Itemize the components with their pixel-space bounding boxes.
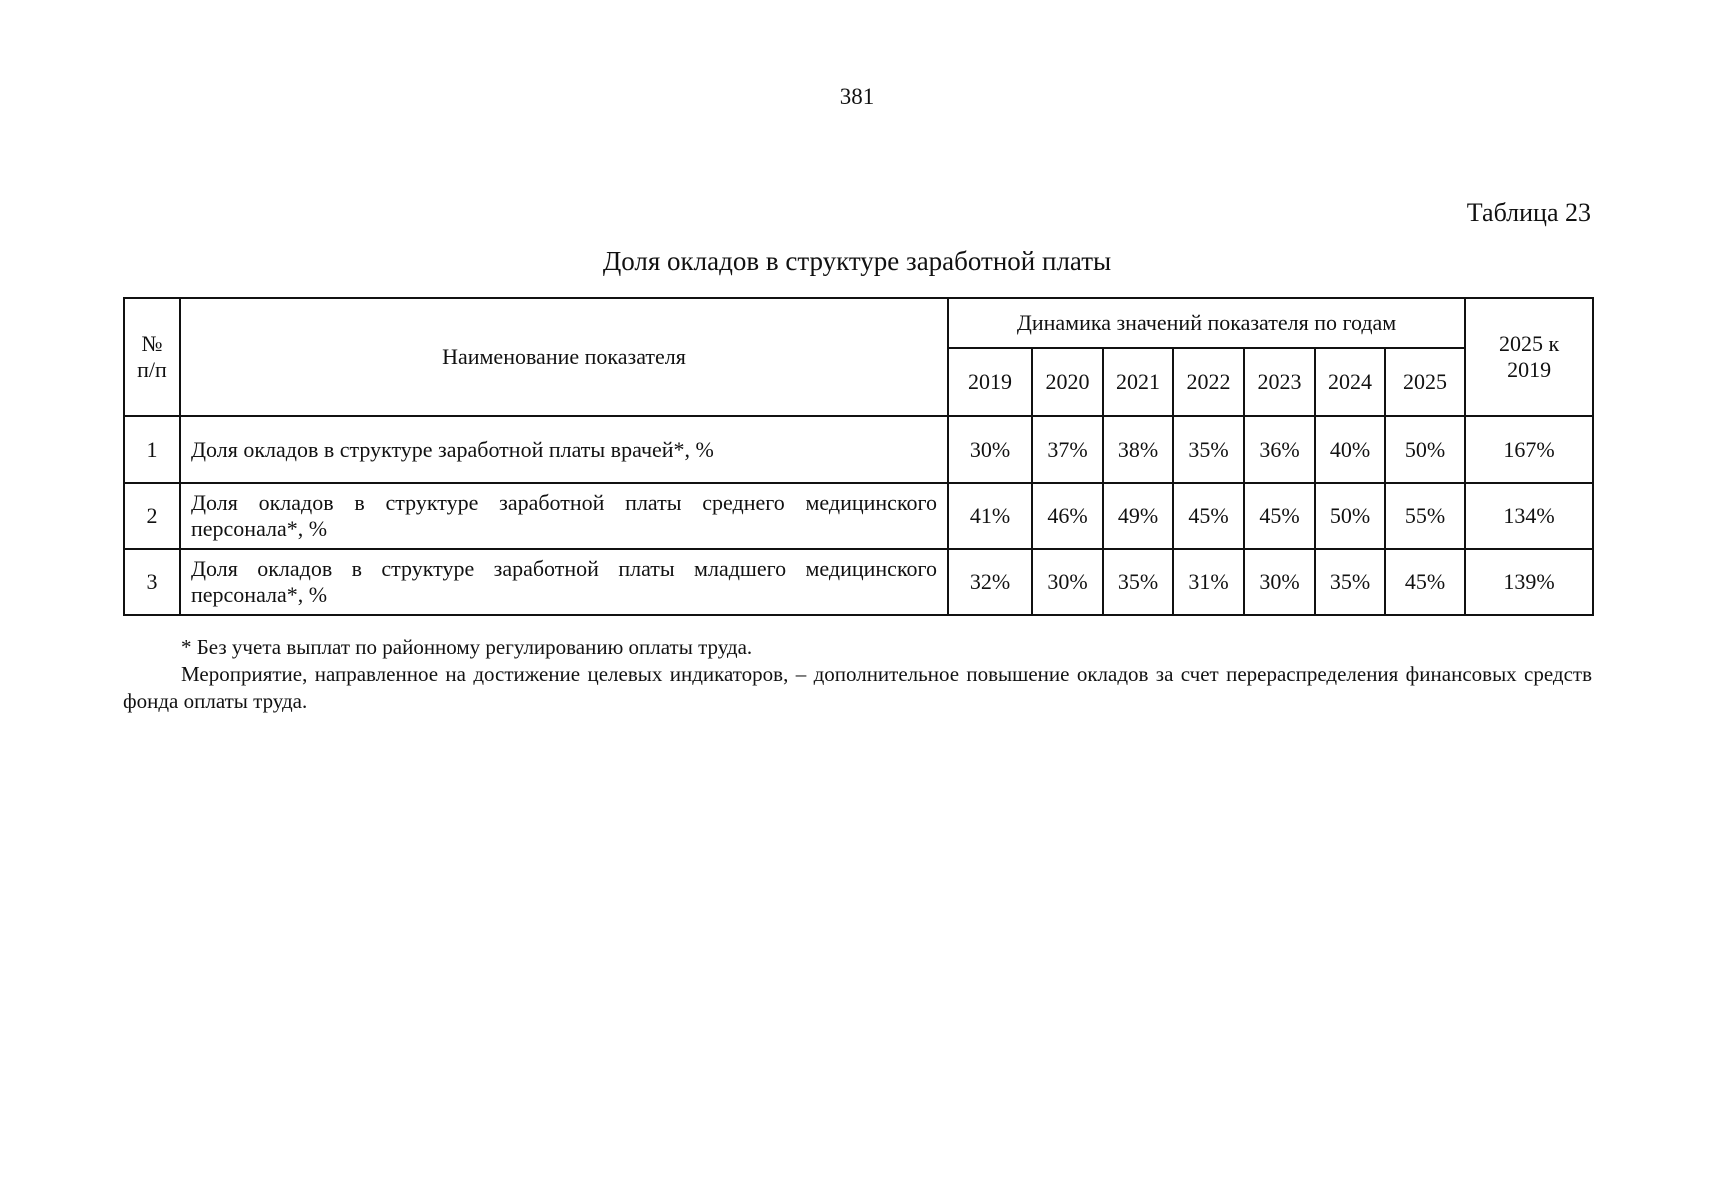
header-ratio: 2025 к 2019 (1465, 298, 1593, 416)
row-value: 30% (1244, 549, 1315, 615)
row-ratio: 134% (1465, 483, 1593, 549)
row-value: 38% (1103, 416, 1173, 483)
row-value: 49% (1103, 483, 1173, 549)
notes-section (123, 634, 1592, 715)
row-value: 46% (1032, 483, 1103, 549)
row-value: 50% (1385, 416, 1465, 483)
row-value: 40% (1315, 416, 1385, 483)
row-value: 30% (948, 416, 1032, 483)
row-num: 1 (124, 416, 180, 483)
row-ratio: 139% (1465, 549, 1593, 615)
page-number: 381 (839, 84, 875, 109)
header-year: 2025 (1385, 348, 1465, 416)
salary-share-table (123, 297, 1594, 616)
row-value: 41% (948, 483, 1032, 549)
measure-paragraph: Мероприятие, направленное на достижение целевых индикаторов, – дополнительное повышение окладов за счет перераспределения финансовых средств фонда оплаты труда. (123, 662, 1592, 713)
row-name: Доля окладов в структуре заработной платы врачей*, % (180, 416, 948, 483)
row-num: 2 (124, 483, 180, 549)
header-year: 2020 (1032, 348, 1103, 416)
table-row (124, 549, 1593, 615)
row-value: 35% (1103, 549, 1173, 615)
row-value: 45% (1173, 483, 1244, 549)
table-row (124, 483, 1593, 549)
row-value: 45% (1244, 483, 1315, 549)
header-num: № п/п (124, 298, 180, 416)
row-value: 55% (1385, 483, 1465, 549)
row-value: 30% (1032, 549, 1103, 615)
table-container (123, 297, 1592, 616)
row-value: 50% (1315, 483, 1385, 549)
table-label: Таблица 23 (1466, 198, 1591, 227)
header-name: Наименование показателя (180, 298, 948, 416)
table-title: Доля окладов в структуре заработной платы (602, 246, 1112, 276)
row-value: 37% (1032, 416, 1103, 483)
row-name: Доля окладов в структуре заработной платы среднего медицинского персонала*, % (180, 483, 948, 549)
row-value: 45% (1385, 549, 1465, 615)
header-year: 2022 (1173, 348, 1244, 416)
header-year: 2023 (1244, 348, 1315, 416)
row-value: 31% (1173, 549, 1244, 615)
header-year: 2024 (1315, 348, 1385, 416)
row-ratio: 167% (1465, 416, 1593, 483)
footnote: * Без учета выплат по районному регулированию оплаты труда. (181, 635, 753, 659)
header-year: 2021 (1103, 348, 1173, 416)
row-value: 35% (1173, 416, 1244, 483)
header-year: 2019 (948, 348, 1032, 416)
row-num: 3 (124, 549, 180, 615)
table-row (124, 416, 1593, 483)
header-row-1 (124, 298, 1593, 348)
header-dynamics: Динамика значений показателя по годам (948, 298, 1465, 348)
row-value: 32% (948, 549, 1032, 615)
row-value: 35% (1315, 549, 1385, 615)
row-name: Доля окладов в структуре заработной платы младшего медицинского персонала*, % (180, 549, 948, 615)
row-value: 36% (1244, 416, 1315, 483)
